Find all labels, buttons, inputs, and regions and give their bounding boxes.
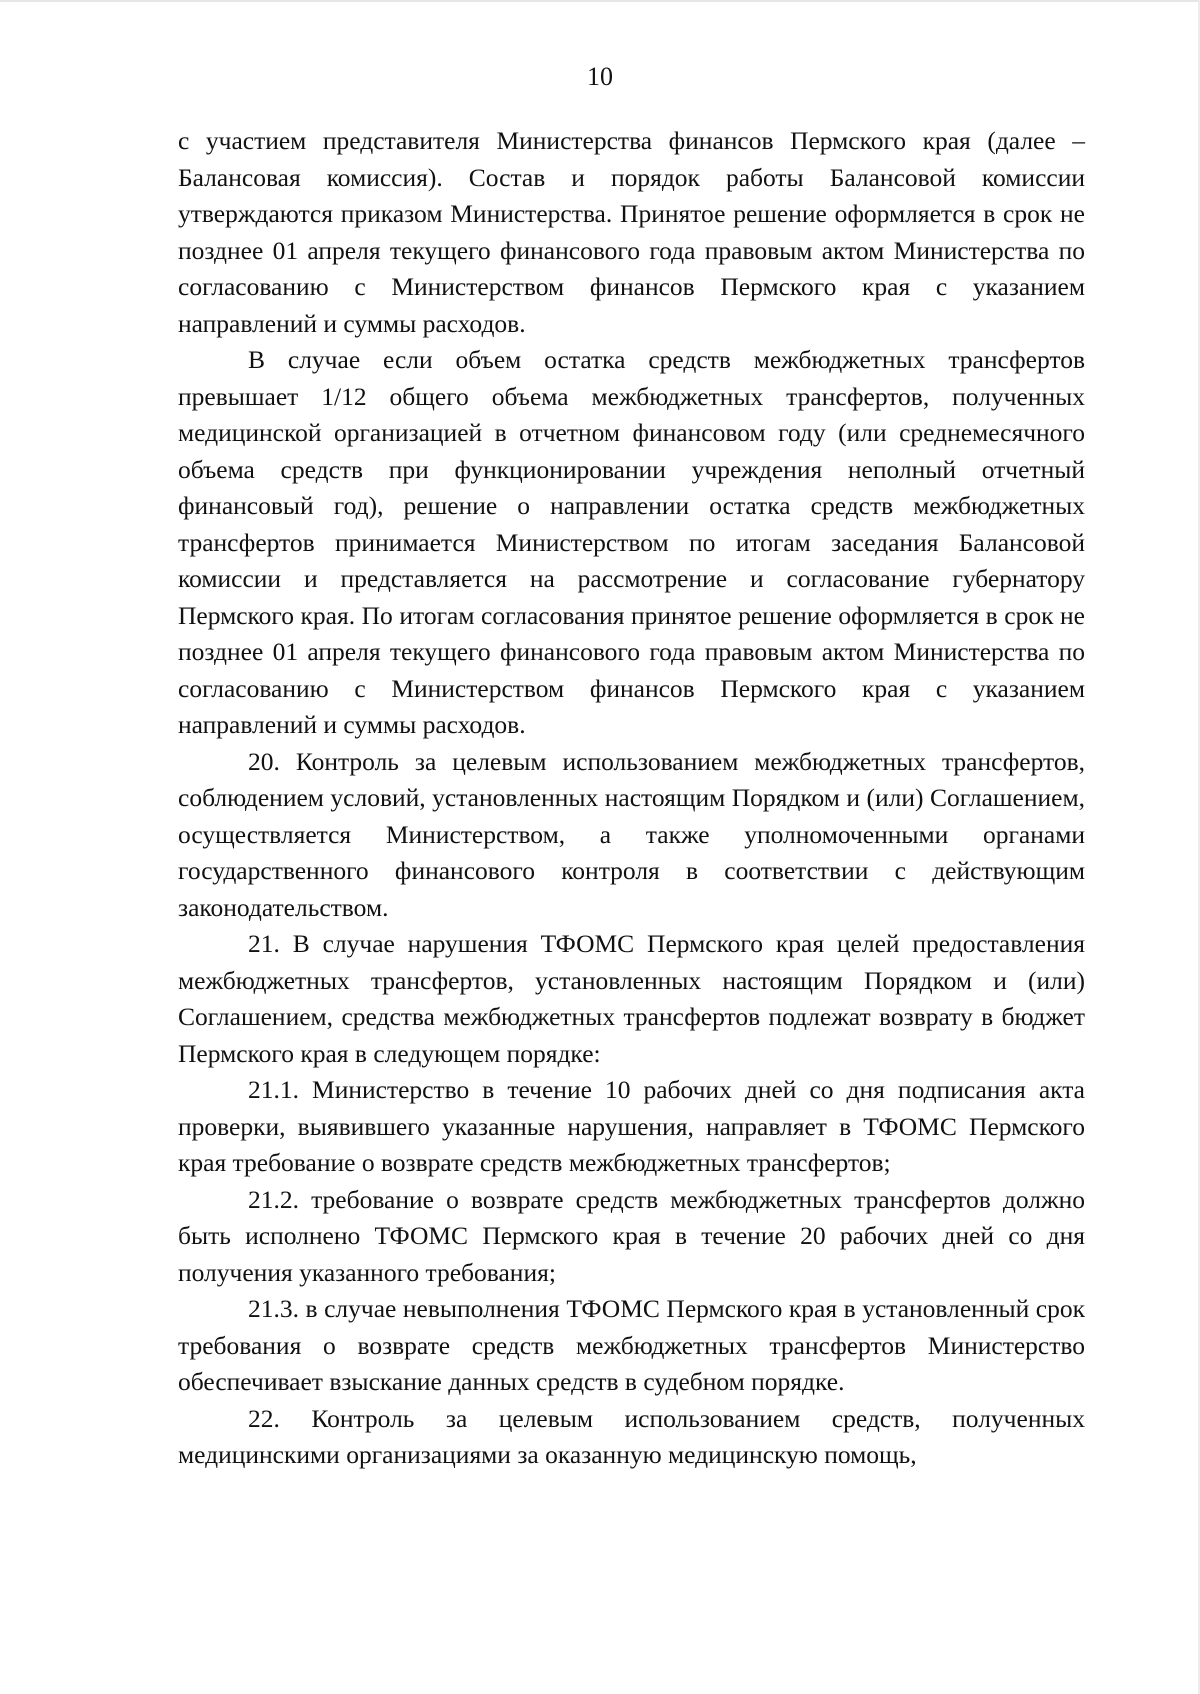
paragraph-clause-20: 20. Контроль за целевым использованием межбюджетных трансфертов, соблюдением условий, установленных настоящим Порядком и (или) Соглашением, осуществляется Министерством, а также уполномоченными органами государственного финансового контроля в соответствии с действующим законодательством. [178, 746, 1085, 922]
scan-edge-top [0, 0, 1200, 2]
paragraph-clause-21: 21. В случае нарушения ТФОМС Пермского края целей предоставления межбюджетных трансфертов, установленных настоящим Порядком и (или) Соглашением, средства межбюджетных трансфертов подлежат возврату в бюджет Пермского края в следующем порядке: [178, 929, 1085, 1068]
document-body [178, 123, 1085, 1474]
paragraph-clause-21-1: 21.1. Министерство в течение 10 рабочих дней со дня подписания акта проверки, выявившего указанные нарушения, направляет в ТФОМС Пермского края требование о возврате средств межбюджетных трансфертов; [178, 1075, 1085, 1177]
paragraph-clause-21-3: 21.3. в случае невыполнения ТФОМС Пермского края в установленный срок требования о возврате средств межбюджетных трансфертов Министерство обеспечивает взыскание данных средств в судебном порядке. [178, 1294, 1085, 1396]
paragraph-continuation: с участием представителя Министерства финансов Пермского края (далее – Балансовая комиссия). Состав и порядок работы Балансовой комиссии утверждаются приказом Министерства. Принятое решение оформляется в срок не позднее 01 апреля текущего финансового года правовым актом Министерства по согласованию с Министерством финансов Пермского края с указанием направлений и суммы расходов. [178, 126, 1085, 338]
page-number: 10 [587, 62, 613, 91]
paragraph-clause-22: 22. Контроль за целевым использованием средств, полученных медицинскими организациями за оказанную медицинскую помощь, [178, 1403, 1085, 1469]
paragraph-clause-21-2: 21.2. требование о возврате средств межбюджетных трансфертов должно быть исполнено ТФОМС Пермского края в течение 20 рабочих дней со дня получения указанного требования; [178, 1184, 1085, 1287]
paragraph-residual-funds: В случае если объем остатка средств межбюджетных трансфертов превышает 1/12 общего объема межбюджетных трансфертов, полученных медицинской организацией в отчетном финансовом году (или среднемесячного объема средств при функционировании учреждения неполный отчетный финансовый год), решение о направлении остатка средств межбюджетных трансфертов принимается Министерством по итогам заседания Балансовой комиссии и представляется на рассмотрение и согласование губернатору Пермского края. По итогам согласования принятое решение оформляется в срок не позднее 01 апреля текущего финансового года правовым актом Министерства по согласованию с Министерством финансов Пермского края с указанием направлений и суммы расходов. [178, 345, 1085, 739]
